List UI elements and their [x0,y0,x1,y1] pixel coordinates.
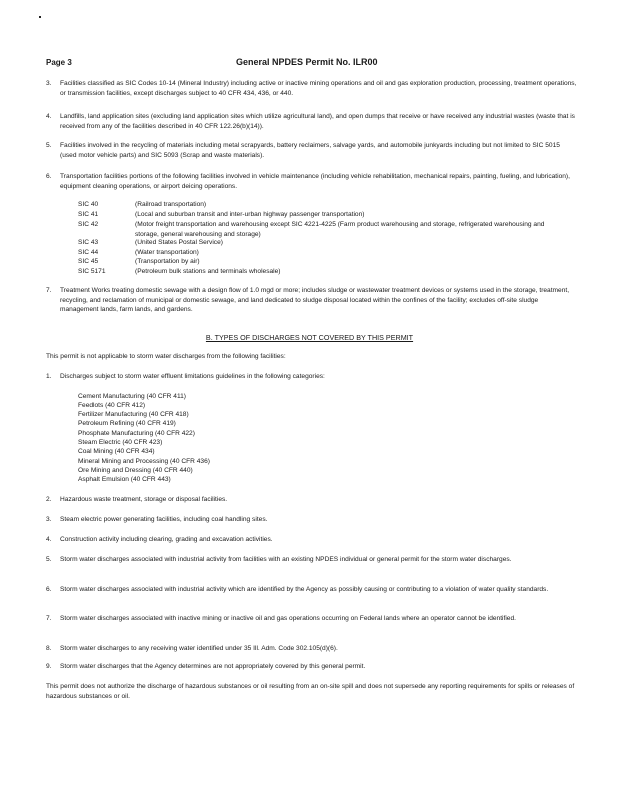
item-text: Facilities classified as SIC Codes 10-14 (Mineral Industry) including active or inactive mining operations and oil and gas exploration production, processing, treatment operations, or transmission facilities, except discharges subject to 40 CFR 434, 436, or 440. [60,80,577,97]
sic-code: SIC 43 [78,239,99,246]
item-text: Hazardous waste treatment, storage or disposal facilities. [60,496,228,503]
covered-item-5 [46,141,578,160]
item-text: Construction activity including clearing, grading and excavation activities. [60,536,273,543]
excluded-item-1 [46,372,578,382]
covered-item-7 [46,286,578,315]
sic-code: SIC 42 [78,221,99,228]
excluded-item-6 [46,585,578,595]
item-number: 7. [46,615,52,622]
excluded-item-3 [46,515,578,525]
permit-title: General NPDES Permit No. ILR00 [236,57,378,67]
item-number: 5. [46,142,52,149]
item-text: Steam electric power generating facilities, including coal handling sites. [60,516,268,523]
guideline-category: Fertilizer Manufacturing (40 CFR 418) [78,411,189,418]
closing-paragraph: This permit does not authorize the discharge of hazardous substances or oil resulting from an on-site spill and does not supersede any reporting requirements for spills or releases of hazardous substances or oil. [46,683,575,700]
sic-description: (United States Postal Service) [135,239,223,246]
item-number: 3. [46,516,52,523]
guideline-category: Ore Mining and Dressing (40 CFR 440) [78,467,193,474]
scan-speck [39,16,41,18]
item-text: Treatment Works treating domestic sewage with a design flow of 1.0 mgd or more; includes sludge or wastewater treatment devices or systems used in the storage, treatment, recycling, and reclamation of municipal or domestic sewage, and land dedicated to sludge disposal located within the confines of the facility; excludes off-site sludge management lands, farm lands, and gardens. [60,287,570,314]
section-b-intro: This permit is not applicable to storm water discharges from the following facilities: [46,353,286,360]
sic-description: (Railroad transportation) [135,201,207,208]
item-text: Storm water discharges that the Agency determines are not appropriately covered by this general permit. [60,663,366,670]
item-number: 6. [46,173,52,180]
excluded-item-5 [46,555,578,565]
excluded-item-4 [46,535,578,545]
item-text: Storm water discharges associated with industrial activity which are identified by the Agency as possibly causing or contributing to a violation of water quality standards. [60,586,549,593]
sic-row [78,257,565,267]
item-number: 2. [46,496,52,503]
sic-code: SIC 45 [78,258,99,265]
item-number: 7. [46,287,52,294]
excluded-item-9 [46,662,578,672]
item-number: 1. [46,373,52,380]
item-number: 9. [46,663,52,670]
guideline-category: Petroleum Refining (40 CFR 419) [78,420,176,427]
excluded-item-2 [46,495,578,505]
sic-description: (Water transportation) [135,249,199,256]
sic-row [78,220,565,239]
sic-description: (Local and suburban transit and inter-urban highway passenger transportation) [135,211,365,218]
covered-item-4 [46,112,578,131]
item-text: Facilities involved in the recycling of materials including metal scrapyards, battery reclaimers, salvage yards, and automobile junkyards including but not limited to SIC 5015 (used motor vehicle parts) and SIC 5093 (Scrap and waste materials). [60,142,560,159]
item-text: Storm water discharges associated with industrial activity from facilities with an existing NPDES individual or general permit for the storm water discharges. [60,556,512,563]
item-text: Landfills, land application sites (excluding land application sites which utilize agricultural land), and open dumps that receive or have received any industrial wastes (waste that is received from any of the facilities described in 40 CFR 122.26(b)(14)). [60,113,575,130]
sic-row [78,238,565,248]
covered-item-3 [46,79,578,98]
item-number: 5. [46,556,52,563]
item-text: Transportation facilities portions of the following facilities involved in vehicle maintenance (including vehicle rehabilitation, mechanical repairs, painting, fueling, and lubrication), equipment cleaning operations, or airport deicing operations. [60,173,570,190]
sic-code: SIC 5171 [78,268,106,275]
guideline-category: Phosphate Manufacturing (40 CFR 422) [78,430,195,437]
item-text: Discharges subject to storm water effluent limitations guidelines in the following categories: [60,373,325,380]
item-text: Storm water discharges associated with inactive mining or inactive oil and gas operations occurring on Federal lands where an operator cannot be identified. [60,615,516,622]
sic-description: (Transportation by air) [135,258,200,265]
guideline-category: Coal Mining (40 CFR 434) [78,448,155,455]
guideline-category: Steam Electric (40 CFR 423) [78,439,163,446]
item-number: 6. [46,586,52,593]
sic-row [78,200,565,210]
item-number: 4. [46,536,52,543]
guideline-category: Asphalt Emulsion (40 CFR 443) [78,476,171,483]
item-text: Storm water discharges to any receiving water identified under 35 Ill. Adm. Code 302.105(d)(6). [60,645,338,652]
guideline-category: Mineral Mining and Processing (40 CFR 436) [78,458,210,465]
item-number: 4. [46,113,52,120]
item-number: 8. [46,645,52,652]
item-number: 3. [46,80,52,87]
sic-code: SIC 41 [78,211,99,218]
excluded-item-7 [46,614,578,624]
guideline-category: Feedlots (40 CFR 412) [78,402,146,409]
sic-description: (Motor freight transportation and warehousing except SIC 4221-4225 (Farm product warehousing and storage, refrigerated warehousing and storage, general warehousing and storage) [135,221,545,238]
sic-code: SIC 40 [78,201,99,208]
sic-description: (Petroleum bulk stations and terminals wholesale) [135,268,281,275]
covered-item-6 [46,172,578,191]
sic-code: SIC 44 [78,249,99,256]
guideline-category: Cement Manufacturing (40 CFR 411) [78,393,186,400]
page-number: Page 3 [46,58,72,67]
excluded-item-8 [46,644,578,654]
sic-row [78,267,565,277]
section-b-heading: B. TYPES OF DISCHARGES NOT COVERED BY THIS PERMIT [205,333,414,342]
sic-row [78,210,565,220]
